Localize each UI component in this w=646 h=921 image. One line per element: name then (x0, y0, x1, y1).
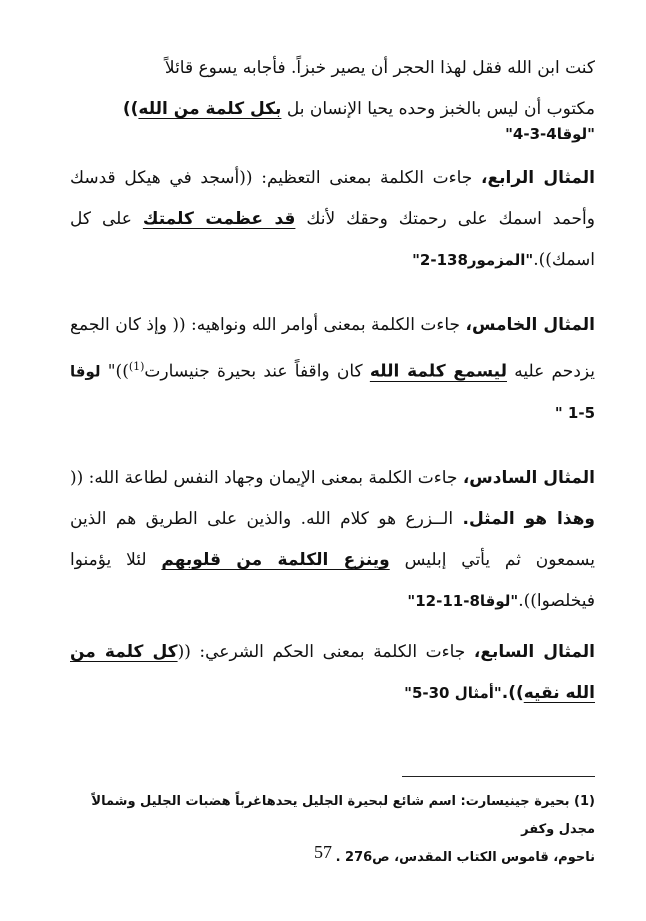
p4-text2: الــزرع هو كلام الله. والذين على الطريق هم الذين يسمعون ثم يأتي إبليس (70, 508, 595, 570)
paragraph-example-5 (70, 305, 595, 434)
p1-line2-pre: مكتوب أن ليس بالخبز وحده يحيا الإنسان بل (286, 99, 595, 119)
p4-text3: لئلا يؤمنوا فيخلصوا)). (70, 549, 595, 611)
p1-line1: كنت ابن الله فقل لهذا الحجر أن يصير خبزاً. فأجابه يسوع قائلاً (164, 58, 595, 78)
page-body (70, 48, 595, 714)
p5-label: المثال السابع، (473, 641, 595, 662)
paragraph-example-7 (70, 632, 595, 714)
footnote-marker: (1) (128, 360, 145, 373)
page-number: 57 (314, 842, 332, 862)
p3-label: المثال الخامس، (465, 315, 595, 335)
p4-emphasis: وينزع الكلمة من قلوبهم (161, 549, 390, 570)
p3-text2: كان واقفاً عند بحيرة جنيسارت (144, 361, 370, 382)
p4-bold: وهذا هو المثل. (462, 508, 595, 529)
p4-reference: "لوقا8-11-12" (407, 591, 519, 610)
p4-label: المثال السادس، (462, 467, 595, 488)
p2-emphasis: قد عظمت كلمتك (142, 209, 296, 229)
p2-label: المثال الرابع، (481, 168, 596, 188)
p3-emphasis: ليسمع كلمة الله (369, 361, 507, 382)
p3-text3: ))" (100, 361, 129, 382)
footnote-line1: (1) بحيرة جينيسارت: اسم شائع لبحيرة الجليل يحدهاغرباً هضبات الجليل وشمالاً مجدل وكفر (91, 794, 595, 837)
p5-text1: جاءت الكلمة بمعنى الحكم الشرعي: (( (177, 641, 474, 662)
p3-reference: لوقا 5-1 " (70, 362, 595, 422)
footnote-line2: ناحوم، قاموس الكتاب المقدس، ص276 . (335, 850, 595, 865)
paragraph-continuation (70, 48, 595, 130)
footnote-divider (402, 776, 595, 777)
p1-reference: "لوقا4-3-4" (505, 125, 595, 143)
p5-emphasis: كل كلمة من الله نقيه (70, 641, 595, 703)
paragraph-example-6 (70, 458, 595, 622)
p2-text2: على كل اسمك)). (70, 209, 595, 270)
p4-text1: جاءت الكلمة بمعنى الإيمان وجهاد النفس لطاعة الله: (( (70, 467, 463, 488)
p2-reference: "المزمور138-2" (412, 251, 534, 269)
p3-text1: جاءت الكلمة بمعنى أوامر الله ونواهيه: (( وإذ كان الجمع يزدحم عليه (70, 315, 595, 382)
p1-emphasis: بكل كلمة من الله (138, 99, 282, 119)
paragraph-example-4 (70, 158, 595, 281)
p5-text2: )). (501, 682, 524, 703)
p2-text1: جاءت الكلمة بمعنى التعظيم: ((أسجد في هيكل قدسك وأحمد اسمك على رحمتك وحقك لأنك (70, 168, 595, 229)
p5-reference: "أمثال 30-5" (404, 683, 502, 702)
p1-line2-post: )) (122, 99, 139, 119)
